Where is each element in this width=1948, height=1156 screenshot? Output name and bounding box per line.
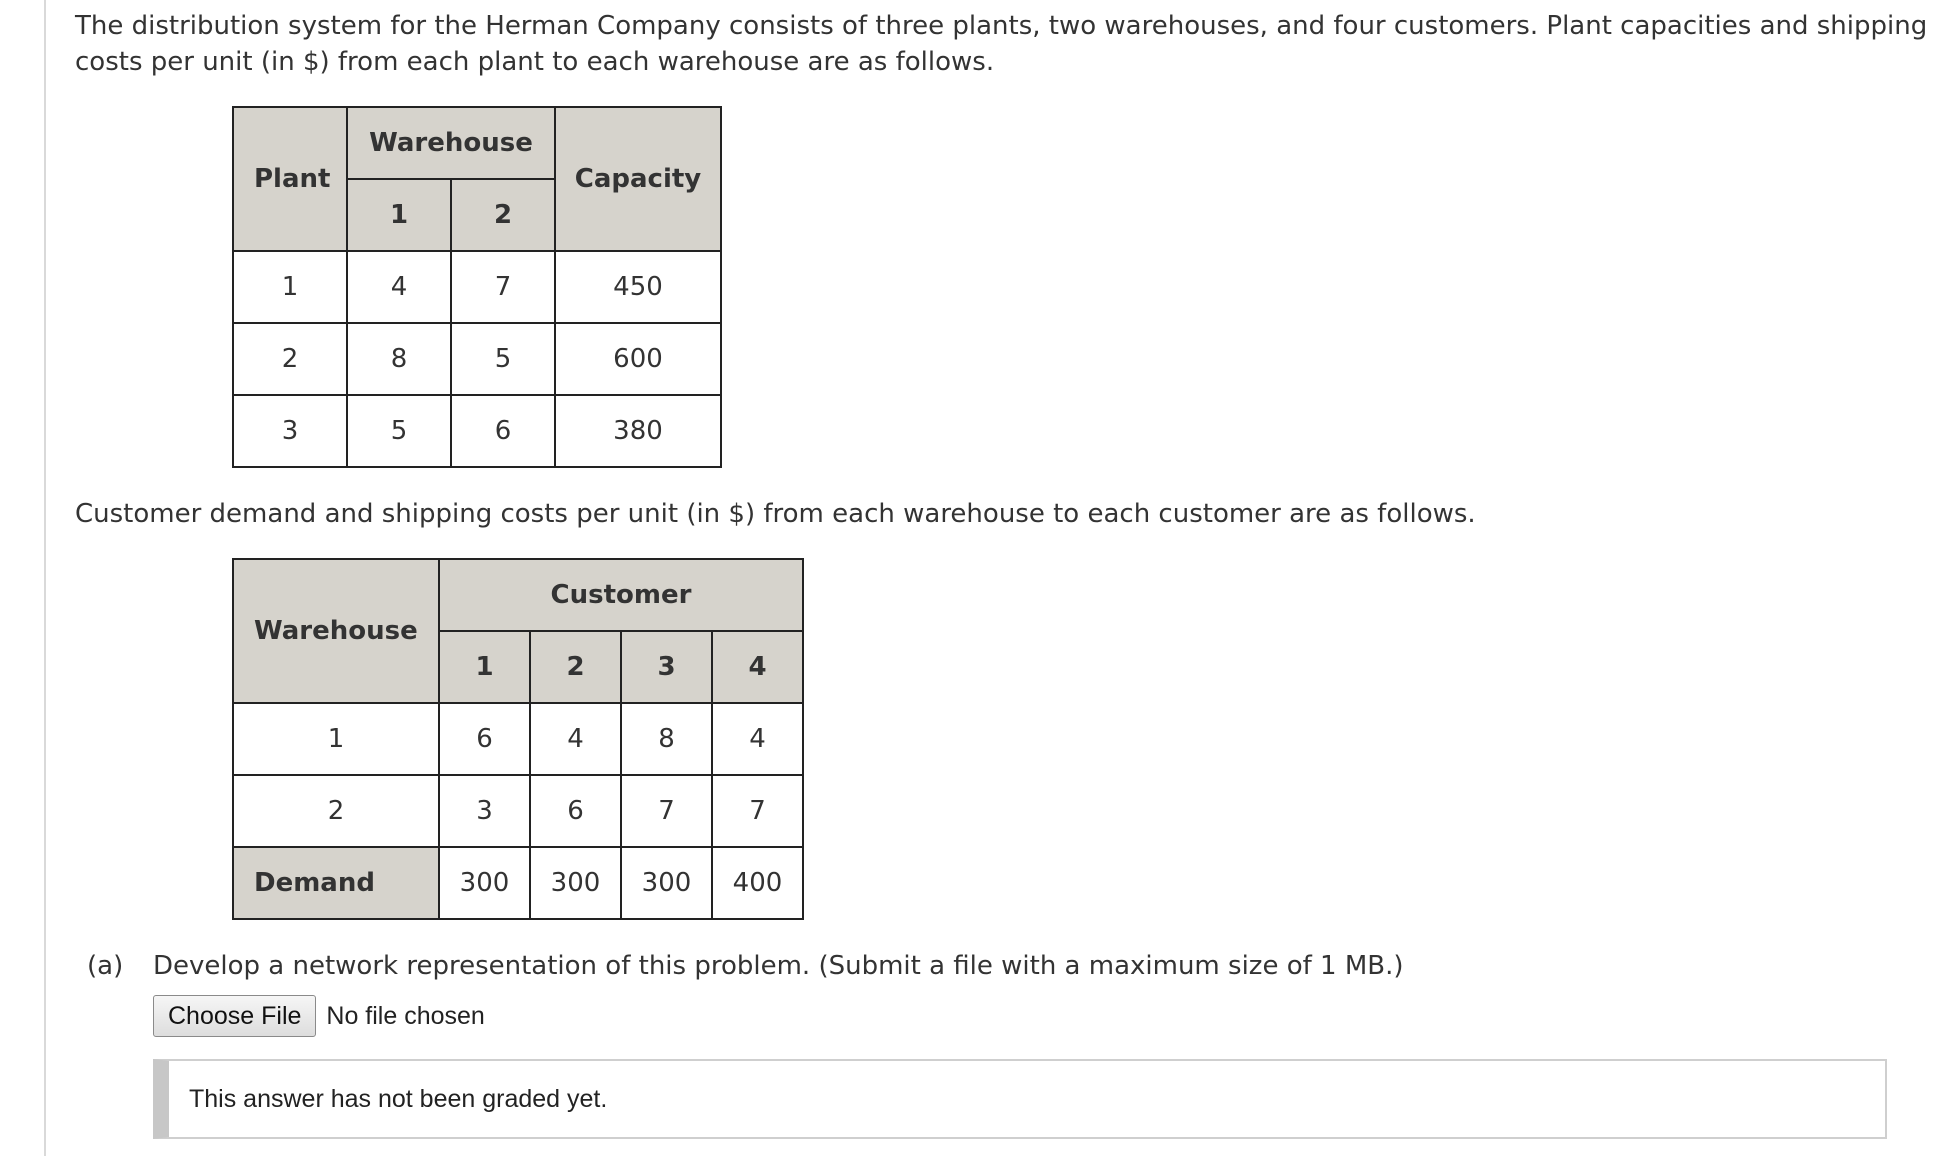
warehouse-col-header: 1 xyxy=(347,179,451,251)
demand-cell: 400 xyxy=(712,847,803,919)
plant-cell: 2 xyxy=(233,323,347,395)
cost-cell: 5 xyxy=(347,395,451,467)
cost-cell: 6 xyxy=(530,775,621,847)
warehouse-cell: 1 xyxy=(233,703,439,775)
cost-cell: 4 xyxy=(530,703,621,775)
part-prompt: Develop a network representation of this problem. (Submit a file with a maximum size of 1 MB.) xyxy=(153,951,1404,981)
customer-col-header: 4 xyxy=(712,631,803,703)
grading-status-box xyxy=(153,1059,1887,1139)
table-row xyxy=(233,703,803,775)
warehouse-customer-cost-table xyxy=(232,558,804,920)
capacity-cell: 380 xyxy=(555,395,721,467)
cost-cell: 8 xyxy=(347,323,451,395)
cost-cell: 7 xyxy=(451,251,555,323)
left-border xyxy=(44,0,46,1156)
question-part-a xyxy=(87,948,1404,984)
grading-status-text: This answer has not been graded yet. xyxy=(189,1084,608,1113)
demand-label: Demand xyxy=(233,847,439,919)
cost-cell: 7 xyxy=(712,775,803,847)
customer-group-header: Customer xyxy=(439,559,803,631)
table-row xyxy=(233,775,803,847)
cost-cell: 8 xyxy=(621,703,712,775)
cost-cell: 4 xyxy=(347,251,451,323)
cost-cell: 3 xyxy=(439,775,530,847)
customer-col-header: 2 xyxy=(530,631,621,703)
cost-cell: 4 xyxy=(712,703,803,775)
capacity-cell: 450 xyxy=(555,251,721,323)
file-upload xyxy=(153,996,485,1036)
warehouse-header: Warehouse xyxy=(233,559,439,703)
demand-cell: 300 xyxy=(621,847,712,919)
cost-cell: 6 xyxy=(439,703,530,775)
table-row xyxy=(233,251,721,323)
warehouse-group-header: Warehouse xyxy=(347,107,555,179)
demand-cell: 300 xyxy=(530,847,621,919)
demand-paragraph: Customer demand and shipping costs per unit (in $) from each warehouse to each customer are as follows. xyxy=(75,499,1476,529)
cost-cell: 6 xyxy=(451,395,555,467)
customer-col-header: 3 xyxy=(621,631,712,703)
warehouse-cell: 2 xyxy=(233,775,439,847)
choose-file-button[interactable]: Choose File xyxy=(153,995,316,1037)
intro-paragraph: The distribution system for the Herman Company consists of three plants, two warehouses, and four customers. Plant capacities and shipping costs per unit (in $) from each plant to each warehouse are as follows. xyxy=(75,11,1928,77)
cost-cell: 7 xyxy=(621,775,712,847)
table-row xyxy=(233,395,721,467)
plant-warehouse-cost-table xyxy=(232,106,722,468)
file-status: No file chosen xyxy=(326,1001,485,1030)
warehouse-col-header: 2 xyxy=(451,179,555,251)
cost-cell: 5 xyxy=(451,323,555,395)
plant-cell: 1 xyxy=(233,251,347,323)
demand-cell: 300 xyxy=(439,847,530,919)
capacity-cell: 600 xyxy=(555,323,721,395)
table-row xyxy=(233,323,721,395)
plant-cell: 3 xyxy=(233,395,347,467)
demand-row xyxy=(233,847,803,919)
capacity-header: Capacity xyxy=(555,107,721,251)
part-letter: (a) xyxy=(87,951,124,981)
plant-header: Plant xyxy=(233,107,347,251)
customer-col-header: 1 xyxy=(439,631,530,703)
